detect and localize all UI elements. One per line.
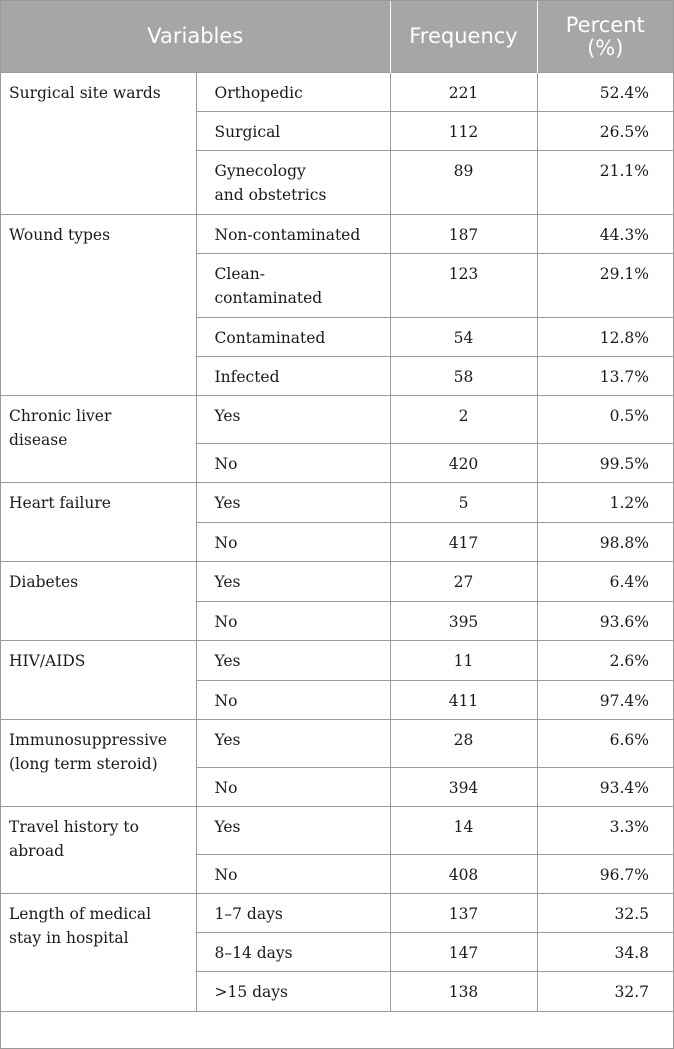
percent-cell: 96.7%: [537, 855, 673, 894]
category-line: Gynecology: [214, 162, 306, 180]
category-cell: [196, 254, 390, 318]
variable-name-cell: [1, 894, 196, 1012]
frequency-cell: 89: [390, 151, 537, 215]
variable-name-line: Diabetes: [9, 573, 79, 591]
header-row: [1, 1, 673, 73]
category-line: No: [214, 779, 238, 797]
category-line: Surgical: [214, 123, 281, 141]
table-row: [1, 215, 673, 254]
percent-cell: 2.6%: [537, 641, 673, 681]
percent-cell: 52.4%: [537, 73, 673, 112]
percent-cell: 6.6%: [537, 720, 673, 768]
table-row: [1, 641, 673, 681]
category-line: Yes: [214, 818, 241, 836]
percent-cell: 12.8%: [537, 318, 673, 357]
variable-name-line: HIV/AIDS: [9, 652, 86, 670]
frequency-cell: 420: [390, 444, 537, 483]
frequency-cell: 147: [390, 933, 537, 972]
category-line: Yes: [214, 731, 241, 749]
frequency-cell: 112: [390, 112, 537, 151]
variable-name-line: Wound types: [9, 226, 111, 244]
percent-cell: 26.5%: [537, 112, 673, 151]
category-line: No: [214, 613, 238, 631]
variable-name-line: (long term steroid): [9, 755, 158, 773]
category-cell: [196, 933, 390, 972]
category-cell: [196, 768, 390, 807]
frequency-cell: 28: [390, 720, 537, 768]
percent-cell: 21.1%: [537, 151, 673, 215]
category-line: Non-contaminated: [214, 226, 361, 244]
variable-name-line: stay in hospital: [9, 929, 129, 947]
frequency-cell: 5: [390, 483, 537, 523]
frequency-cell: 187: [390, 215, 537, 254]
frequency-cell: 14: [390, 807, 537, 855]
category-cell: [196, 681, 390, 720]
category-cell: [196, 318, 390, 357]
variable-name-cell: [1, 720, 196, 807]
frequency-cell: 54: [390, 318, 537, 357]
percent-cell: 6.4%: [537, 562, 673, 602]
variable-name-line: Surgical site wards: [9, 84, 161, 102]
frequency-cell: 138: [390, 972, 537, 1012]
percent-cell: 44.3%: [537, 215, 673, 254]
category-line: 8–14 days: [214, 944, 293, 962]
table-row: [1, 396, 673, 444]
variables-table: [1, 1, 673, 1012]
percent-cell: 32.5: [537, 894, 673, 933]
frequency-cell: 417: [390, 523, 537, 562]
frequency-cell: 58: [390, 357, 537, 396]
variable-name-cell: [1, 73, 196, 215]
variable-name-cell: [1, 641, 196, 720]
category-cell: [196, 807, 390, 855]
category-line: Infected: [214, 368, 280, 386]
percent-cell: 93.6%: [537, 602, 673, 641]
frequency-cell: 27: [390, 562, 537, 602]
category-cell: [196, 641, 390, 681]
percent-cell: 34.8: [537, 933, 673, 972]
category-line: Contaminated: [214, 329, 326, 347]
category-cell: [196, 562, 390, 602]
table-row: [1, 807, 673, 855]
table-row: [1, 720, 673, 768]
variable-name-line: Immunosuppressive: [9, 731, 167, 749]
variable-name-line: Chronic liver: [9, 407, 112, 425]
category-cell: [196, 483, 390, 523]
table-header: [1, 1, 673, 73]
category-line: and obstetrics: [214, 186, 327, 204]
category-line: No: [214, 692, 238, 710]
table-body: [1, 73, 673, 1012]
category-cell: [196, 73, 390, 112]
percent-cell: 29.1%: [537, 254, 673, 318]
frequency-cell: 123: [390, 254, 537, 318]
percent-cell: 93.4%: [537, 768, 673, 807]
percent-cell: 0.5%: [537, 396, 673, 444]
header-variables: Variables: [1, 1, 390, 73]
category-cell: [196, 602, 390, 641]
variable-name-cell: [1, 215, 196, 396]
percent-cell: 98.8%: [537, 523, 673, 562]
percent-cell: 13.7%: [537, 357, 673, 396]
category-line: No: [214, 534, 238, 552]
category-line: Yes: [214, 573, 241, 591]
category-cell: [196, 444, 390, 483]
percent-cell: 3.3%: [537, 807, 673, 855]
category-line: Orthopedic: [214, 84, 303, 102]
variable-name-line: Length of medical: [9, 905, 152, 923]
frequency-cell: 394: [390, 768, 537, 807]
category-cell: [196, 396, 390, 444]
category-line: No: [214, 866, 238, 884]
category-line: contaminated: [214, 289, 323, 307]
table-row: [1, 73, 673, 112]
frequency-cell: 395: [390, 602, 537, 641]
variable-name-line: Heart failure: [9, 494, 111, 512]
frequency-cell: 411: [390, 681, 537, 720]
variable-name-cell: [1, 396, 196, 483]
category-cell: [196, 894, 390, 933]
category-line: Yes: [214, 652, 241, 670]
category-cell: [196, 357, 390, 396]
variable-name-cell: [1, 807, 196, 894]
category-cell: [196, 151, 390, 215]
table-row: [1, 483, 673, 523]
category-line: No: [214, 455, 238, 473]
category-line: >15 days: [214, 983, 289, 1001]
percent-cell: 32.7: [537, 972, 673, 1012]
category-cell: [196, 720, 390, 768]
frequency-cell: 221: [390, 73, 537, 112]
header-percent-unit: (%): [587, 35, 624, 60]
table-row: [1, 562, 673, 602]
percent-cell: 97.4%: [537, 681, 673, 720]
variable-name-line: abroad: [9, 842, 65, 860]
category-line: Yes: [214, 407, 241, 425]
category-line: Clean-: [214, 265, 265, 283]
header-percent-label: Percent: [565, 13, 645, 38]
frequency-cell: 2: [390, 396, 537, 444]
header-percent: [537, 1, 673, 73]
variable-name-cell: [1, 562, 196, 641]
variable-name-cell: [1, 483, 196, 562]
category-line: 1–7 days: [214, 905, 283, 923]
header-frequency: Frequency: [390, 1, 537, 73]
category-cell: [196, 112, 390, 151]
variable-name-line: disease: [9, 431, 68, 449]
category-cell: [196, 215, 390, 254]
variable-name-line: Travel history to: [9, 818, 139, 836]
percent-cell: 1.2%: [537, 483, 673, 523]
percent-cell: 99.5%: [537, 444, 673, 483]
category-line: Yes: [214, 494, 241, 512]
frequency-cell: 408: [390, 855, 537, 894]
category-cell: [196, 972, 390, 1012]
table-row: [1, 894, 673, 933]
category-cell: [196, 855, 390, 894]
frequency-cell: 137: [390, 894, 537, 933]
category-cell: [196, 523, 390, 562]
frequency-cell: 11: [390, 641, 537, 681]
